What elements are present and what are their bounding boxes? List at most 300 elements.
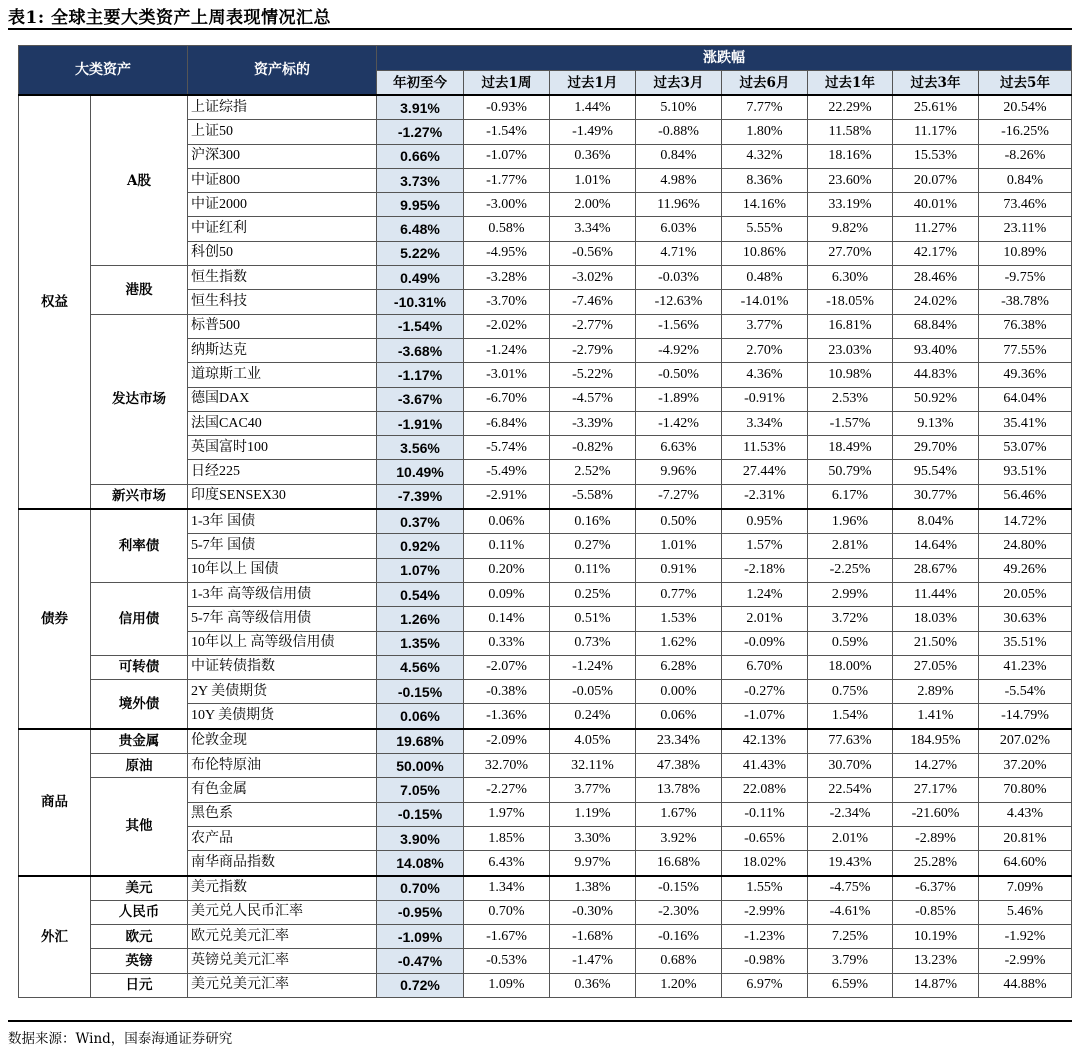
value-cell: 1.01% xyxy=(550,168,636,192)
value-cell: -4.95% xyxy=(464,241,550,265)
value-cell: 1.19% xyxy=(550,802,636,826)
value-cell: 8.36% xyxy=(722,168,808,192)
value-cell: 13.78% xyxy=(636,778,722,802)
value-cell: 3.79% xyxy=(808,949,893,973)
ytd-value-cell: 3.73% xyxy=(377,168,464,192)
value-cell: 14.64% xyxy=(893,534,979,558)
category-cell: 商品 xyxy=(19,729,91,876)
value-cell: 6.43% xyxy=(464,851,550,876)
value-cell: 8.04% xyxy=(893,509,979,534)
value-cell: 4.98% xyxy=(636,168,722,192)
ytd-value-cell: 1.35% xyxy=(377,631,464,655)
asset-name-cell: 5-7年 高等级信用债 xyxy=(188,607,377,631)
value-cell: 70.80% xyxy=(979,778,1072,802)
value-cell: 18.00% xyxy=(808,655,893,679)
value-cell: 6.70% xyxy=(722,655,808,679)
header-period: 过去6月 xyxy=(722,71,808,96)
asset-name-cell: 中证转债指数 xyxy=(188,655,377,679)
value-cell: -2.25% xyxy=(808,558,893,582)
subcategory-cell: 欧元 xyxy=(91,925,188,949)
value-cell: -16.25% xyxy=(979,120,1072,144)
bottom-rule xyxy=(8,1020,1072,1022)
value-cell: 22.54% xyxy=(808,778,893,802)
value-cell: 0.68% xyxy=(636,949,722,973)
ytd-value-cell: -1.91% xyxy=(377,411,464,435)
asset-name-cell: 上证50 xyxy=(188,120,377,144)
table-row xyxy=(19,754,1072,778)
value-cell: 0.24% xyxy=(550,704,636,729)
value-cell: -5.49% xyxy=(464,460,550,484)
value-cell: 44.88% xyxy=(979,973,1072,997)
value-cell: 1.57% xyxy=(722,534,808,558)
value-cell: 3.30% xyxy=(550,826,636,850)
value-cell: 23.60% xyxy=(808,168,893,192)
value-cell: -1.36% xyxy=(464,704,550,729)
asset-name-cell: 1-3年 高等级信用债 xyxy=(188,582,377,606)
value-cell: 2.89% xyxy=(893,680,979,704)
header-asset: 资产标的 xyxy=(188,46,377,96)
value-cell: 35.51% xyxy=(979,631,1072,655)
header-period: 过去3年 xyxy=(893,71,979,96)
value-cell: -1.89% xyxy=(636,387,722,411)
value-cell: -0.11% xyxy=(722,802,808,826)
ytd-value-cell: -0.95% xyxy=(377,900,464,924)
value-cell: 0.11% xyxy=(464,534,550,558)
value-cell: -2.31% xyxy=(722,484,808,509)
value-cell: 1.34% xyxy=(464,876,550,901)
ytd-value-cell: -1.54% xyxy=(377,314,464,338)
value-cell: -4.61% xyxy=(808,900,893,924)
value-cell: 20.07% xyxy=(893,168,979,192)
table-row xyxy=(19,876,1072,901)
title-rule xyxy=(8,28,1072,30)
value-cell: 4.71% xyxy=(636,241,722,265)
value-cell: -21.60% xyxy=(893,802,979,826)
table-body xyxy=(19,95,1072,997)
subcategory-cell: 日元 xyxy=(91,973,188,997)
value-cell: 0.00% xyxy=(636,680,722,704)
table-row xyxy=(19,314,1072,338)
table-row xyxy=(19,729,1072,754)
table-row xyxy=(19,582,1072,606)
value-cell: 93.40% xyxy=(893,338,979,362)
value-cell: 20.81% xyxy=(979,826,1072,850)
value-cell: 2.01% xyxy=(808,826,893,850)
value-cell: 33.19% xyxy=(808,193,893,217)
value-cell: 24.02% xyxy=(893,290,979,314)
value-cell: 95.54% xyxy=(893,460,979,484)
ytd-value-cell: 0.54% xyxy=(377,582,464,606)
value-cell: -2.99% xyxy=(979,949,1072,973)
ytd-value-cell: 9.95% xyxy=(377,193,464,217)
value-cell: 3.77% xyxy=(550,778,636,802)
value-cell: -38.78% xyxy=(979,290,1072,314)
value-cell: -4.92% xyxy=(636,338,722,362)
value-cell: -1.42% xyxy=(636,411,722,435)
value-cell: -3.01% xyxy=(464,363,550,387)
value-cell: -6.37% xyxy=(893,876,979,901)
table-title: 表1: 全球主要大类资产上周表现情况汇总 xyxy=(8,8,332,28)
value-cell: 23.11% xyxy=(979,217,1072,241)
value-cell: 18.16% xyxy=(808,144,893,168)
value-cell: 4.05% xyxy=(550,729,636,754)
value-cell: -12.63% xyxy=(636,290,722,314)
value-cell: -2.34% xyxy=(808,802,893,826)
value-cell: 0.95% xyxy=(722,509,808,534)
value-cell: 7.09% xyxy=(979,876,1072,901)
asset-name-cell: 英国富时100 xyxy=(188,436,377,460)
value-cell: 10.19% xyxy=(893,925,979,949)
value-cell: 1.53% xyxy=(636,607,722,631)
value-cell: 30.77% xyxy=(893,484,979,509)
value-cell: 0.84% xyxy=(636,144,722,168)
value-cell: 32.11% xyxy=(550,754,636,778)
value-cell: 53.07% xyxy=(979,436,1072,460)
value-cell: -0.88% xyxy=(636,120,722,144)
value-cell: -2.99% xyxy=(722,900,808,924)
value-cell: 42.13% xyxy=(722,729,808,754)
value-cell: 49.26% xyxy=(979,558,1072,582)
header-period: 年初至今 xyxy=(377,71,464,96)
value-cell: -3.02% xyxy=(550,266,636,290)
ytd-value-cell: -1.17% xyxy=(377,363,464,387)
value-cell: 0.50% xyxy=(636,509,722,534)
value-cell: 18.49% xyxy=(808,436,893,460)
value-cell: 37.20% xyxy=(979,754,1072,778)
value-cell: 0.06% xyxy=(464,509,550,534)
value-cell: -0.56% xyxy=(550,241,636,265)
value-cell: 56.46% xyxy=(979,484,1072,509)
value-cell: 7.25% xyxy=(808,925,893,949)
ytd-value-cell: -7.39% xyxy=(377,484,464,509)
ytd-value-cell: 7.05% xyxy=(377,778,464,802)
value-cell: 21.50% xyxy=(893,631,979,655)
value-cell: -7.46% xyxy=(550,290,636,314)
value-cell: 6.59% xyxy=(808,973,893,997)
ytd-value-cell: -10.31% xyxy=(377,290,464,314)
value-cell: -2.77% xyxy=(550,314,636,338)
value-cell: 40.01% xyxy=(893,193,979,217)
value-cell: 49.36% xyxy=(979,363,1072,387)
value-cell: 1.62% xyxy=(636,631,722,655)
value-cell: 0.58% xyxy=(464,217,550,241)
value-cell: 14.72% xyxy=(979,509,1072,534)
ytd-value-cell: -0.15% xyxy=(377,802,464,826)
value-cell: 0.27% xyxy=(550,534,636,558)
value-cell: 20.05% xyxy=(979,582,1072,606)
subcategory-cell: 贵金属 xyxy=(91,729,188,754)
value-cell: 1.44% xyxy=(550,95,636,120)
value-cell: -0.98% xyxy=(722,949,808,973)
subcategory-cell: 信用债 xyxy=(91,582,188,655)
subcategory-cell: 其他 xyxy=(91,778,188,876)
value-cell: 14.87% xyxy=(893,973,979,997)
value-cell: 9.97% xyxy=(550,851,636,876)
ytd-value-cell: 0.92% xyxy=(377,534,464,558)
value-cell: -2.79% xyxy=(550,338,636,362)
ytd-value-cell: 0.06% xyxy=(377,704,464,729)
header-major-class: 大类资产 xyxy=(19,46,188,96)
value-cell: 11.44% xyxy=(893,582,979,606)
value-cell: 27.05% xyxy=(893,655,979,679)
asset-name-cell: 法国CAC40 xyxy=(188,411,377,435)
table-row xyxy=(19,266,1072,290)
value-cell: -4.57% xyxy=(550,387,636,411)
value-cell: 3.34% xyxy=(550,217,636,241)
value-cell: 1.96% xyxy=(808,509,893,534)
ytd-value-cell: 6.48% xyxy=(377,217,464,241)
table-row xyxy=(19,973,1072,997)
value-cell: -5.74% xyxy=(464,436,550,460)
value-cell: 14.16% xyxy=(722,193,808,217)
ytd-value-cell: 0.49% xyxy=(377,266,464,290)
value-cell: 14.27% xyxy=(893,754,979,778)
asset-name-cell: 欧元兑美元汇率 xyxy=(188,925,377,949)
value-cell: 13.23% xyxy=(893,949,979,973)
asset-name-cell: 2Y 美债期货 xyxy=(188,680,377,704)
asset-name-cell: 10年以上 国债 xyxy=(188,558,377,582)
asset-name-cell: 中证800 xyxy=(188,168,377,192)
value-cell: 0.25% xyxy=(550,582,636,606)
value-cell: 3.77% xyxy=(722,314,808,338)
value-cell: 1.20% xyxy=(636,973,722,997)
value-cell: 28.46% xyxy=(893,266,979,290)
ytd-value-cell: 0.70% xyxy=(377,876,464,901)
table-row xyxy=(19,509,1072,534)
value-cell: -1.67% xyxy=(464,925,550,949)
ytd-value-cell: -3.67% xyxy=(377,387,464,411)
value-cell: 0.84% xyxy=(979,168,1072,192)
table-row xyxy=(19,778,1072,802)
value-cell: 23.03% xyxy=(808,338,893,362)
value-cell: 6.30% xyxy=(808,266,893,290)
asset-name-cell: 上证综指 xyxy=(188,95,377,120)
value-cell: 1.55% xyxy=(722,876,808,901)
value-cell: 6.17% xyxy=(808,484,893,509)
asset-name-cell: 德国DAX xyxy=(188,387,377,411)
header-period: 过去1年 xyxy=(808,71,893,96)
value-cell: 0.11% xyxy=(550,558,636,582)
value-cell: 30.70% xyxy=(808,754,893,778)
subcategory-cell: A股 xyxy=(91,95,188,266)
value-cell: 27.44% xyxy=(722,460,808,484)
ytd-value-cell: 1.26% xyxy=(377,607,464,631)
value-cell: -0.30% xyxy=(550,900,636,924)
value-cell: 0.20% xyxy=(464,558,550,582)
value-cell: 5.55% xyxy=(722,217,808,241)
value-cell: 18.02% xyxy=(722,851,808,876)
value-cell: 6.97% xyxy=(722,973,808,997)
value-cell: -3.28% xyxy=(464,266,550,290)
category-cell: 外汇 xyxy=(19,876,91,998)
asset-name-cell: 科创50 xyxy=(188,241,377,265)
ytd-value-cell: -0.15% xyxy=(377,680,464,704)
value-cell: -5.22% xyxy=(550,363,636,387)
ytd-value-cell: 3.90% xyxy=(377,826,464,850)
value-cell: -5.54% xyxy=(979,680,1072,704)
value-cell: 6.63% xyxy=(636,436,722,460)
subcategory-cell: 英镑 xyxy=(91,949,188,973)
value-cell: 5.10% xyxy=(636,95,722,120)
value-cell: -2.27% xyxy=(464,778,550,802)
value-cell: -1.23% xyxy=(722,925,808,949)
value-cell: 41.23% xyxy=(979,655,1072,679)
category-cell: 权益 xyxy=(19,95,91,509)
value-cell: 0.06% xyxy=(636,704,722,729)
value-cell: 1.38% xyxy=(550,876,636,901)
value-cell: -1.24% xyxy=(550,655,636,679)
value-cell: 3.34% xyxy=(722,411,808,435)
table-row xyxy=(19,484,1072,509)
value-cell: 77.63% xyxy=(808,729,893,754)
value-cell: 1.97% xyxy=(464,802,550,826)
ytd-value-cell: 3.56% xyxy=(377,436,464,460)
value-cell: -9.75% xyxy=(979,266,1072,290)
asset-name-cell: 美元指数 xyxy=(188,876,377,901)
value-cell: 47.38% xyxy=(636,754,722,778)
value-cell: 0.36% xyxy=(550,973,636,997)
ytd-value-cell: 10.49% xyxy=(377,460,464,484)
value-cell: 10.89% xyxy=(979,241,1072,265)
value-cell: 0.14% xyxy=(464,607,550,631)
value-cell: -18.05% xyxy=(808,290,893,314)
ytd-value-cell: -1.09% xyxy=(377,925,464,949)
value-cell: -2.91% xyxy=(464,484,550,509)
value-cell: 73.46% xyxy=(979,193,1072,217)
subcategory-cell: 原油 xyxy=(91,754,188,778)
value-cell: 2.81% xyxy=(808,534,893,558)
value-cell: -1.07% xyxy=(464,144,550,168)
value-cell: 64.60% xyxy=(979,851,1072,876)
value-cell: 6.03% xyxy=(636,217,722,241)
asset-name-cell: 布伦特原油 xyxy=(188,754,377,778)
asset-name-cell: 美元兑美元汇率 xyxy=(188,973,377,997)
asset-name-cell: 5-7年 国债 xyxy=(188,534,377,558)
header-period: 过去5年 xyxy=(979,71,1072,96)
ytd-value-cell: 4.56% xyxy=(377,655,464,679)
value-cell: 5.46% xyxy=(979,900,1072,924)
value-cell: 2.00% xyxy=(550,193,636,217)
value-cell: -1.07% xyxy=(722,704,808,729)
asset-name-cell: 美元兑人民币汇率 xyxy=(188,900,377,924)
value-cell: 1.09% xyxy=(464,973,550,997)
value-cell: 35.41% xyxy=(979,411,1072,435)
subcategory-cell: 可转债 xyxy=(91,655,188,679)
value-cell: 1.67% xyxy=(636,802,722,826)
value-cell: -0.82% xyxy=(550,436,636,460)
value-cell: -1.57% xyxy=(808,411,893,435)
value-cell: -5.58% xyxy=(550,484,636,509)
subcategory-cell: 人民币 xyxy=(91,900,188,924)
value-cell: -8.26% xyxy=(979,144,1072,168)
header-period: 过去1周 xyxy=(464,71,550,96)
asset-name-cell: 农产品 xyxy=(188,826,377,850)
asset-name-cell: 纳斯达克 xyxy=(188,338,377,362)
value-cell: 0.33% xyxy=(464,631,550,655)
value-cell: 0.77% xyxy=(636,582,722,606)
asset-name-cell: 中证红利 xyxy=(188,217,377,241)
value-cell: 11.53% xyxy=(722,436,808,460)
value-cell: -1.92% xyxy=(979,925,1072,949)
ytd-value-cell: -1.27% xyxy=(377,120,464,144)
value-cell: 44.83% xyxy=(893,363,979,387)
value-cell: 1.54% xyxy=(808,704,893,729)
value-cell: 0.16% xyxy=(550,509,636,534)
value-cell: 1.24% xyxy=(722,582,808,606)
value-cell: -3.00% xyxy=(464,193,550,217)
asset-name-cell: 日经225 xyxy=(188,460,377,484)
value-cell: 10.86% xyxy=(722,241,808,265)
asset-name-cell: 10年以上 高等级信用债 xyxy=(188,631,377,655)
asset-name-cell: 南华商品指数 xyxy=(188,851,377,876)
value-cell: 1.80% xyxy=(722,120,808,144)
ytd-value-cell: 0.72% xyxy=(377,973,464,997)
subcategory-cell: 美元 xyxy=(91,876,188,901)
value-cell: -14.79% xyxy=(979,704,1072,729)
value-cell: -3.70% xyxy=(464,290,550,314)
value-cell: -4.75% xyxy=(808,876,893,901)
subcategory-cell: 境外债 xyxy=(91,680,188,729)
subcategory-cell: 利率债 xyxy=(91,509,188,582)
value-cell: -0.85% xyxy=(893,900,979,924)
value-cell: -0.53% xyxy=(464,949,550,973)
value-cell: -2.18% xyxy=(722,558,808,582)
header-change: 涨跌幅 xyxy=(377,46,1072,71)
value-cell: 9.96% xyxy=(636,460,722,484)
value-cell: -1.77% xyxy=(464,168,550,192)
value-cell: 0.75% xyxy=(808,680,893,704)
value-cell: 1.85% xyxy=(464,826,550,850)
value-cell: 9.13% xyxy=(893,411,979,435)
value-cell: -0.16% xyxy=(636,925,722,949)
header-period: 过去3月 xyxy=(636,71,722,96)
value-cell: 77.55% xyxy=(979,338,1072,362)
value-cell: 30.63% xyxy=(979,607,1072,631)
value-cell: 2.01% xyxy=(722,607,808,631)
value-cell: 11.17% xyxy=(893,120,979,144)
asset-name-cell: 英镑兑美元汇率 xyxy=(188,949,377,973)
ytd-value-cell: 0.37% xyxy=(377,509,464,534)
value-cell: 93.51% xyxy=(979,460,1072,484)
value-cell: -2.09% xyxy=(464,729,550,754)
value-cell: 4.32% xyxy=(722,144,808,168)
value-cell: 4.36% xyxy=(722,363,808,387)
value-cell: 0.59% xyxy=(808,631,893,655)
value-cell: 64.04% xyxy=(979,387,1072,411)
value-cell: 16.68% xyxy=(636,851,722,876)
asset-name-cell: 有色金属 xyxy=(188,778,377,802)
value-cell: 0.70% xyxy=(464,900,550,924)
value-cell: -6.84% xyxy=(464,411,550,435)
ytd-value-cell: -3.68% xyxy=(377,338,464,362)
value-cell: -7.27% xyxy=(636,484,722,509)
ytd-value-cell: 3.91% xyxy=(377,95,464,120)
value-cell: 23.34% xyxy=(636,729,722,754)
ytd-value-cell: -0.47% xyxy=(377,949,464,973)
value-cell: 11.96% xyxy=(636,193,722,217)
header-period: 过去1月 xyxy=(550,71,636,96)
value-cell: -0.27% xyxy=(722,680,808,704)
subcategory-cell: 新兴市场 xyxy=(91,484,188,509)
value-cell: 15.53% xyxy=(893,144,979,168)
value-cell: 0.73% xyxy=(550,631,636,655)
value-cell: -1.24% xyxy=(464,338,550,362)
value-cell: 0.09% xyxy=(464,582,550,606)
ytd-value-cell: 14.08% xyxy=(377,851,464,876)
value-cell: 2.53% xyxy=(808,387,893,411)
value-cell: -14.01% xyxy=(722,290,808,314)
table-row xyxy=(19,655,1072,679)
